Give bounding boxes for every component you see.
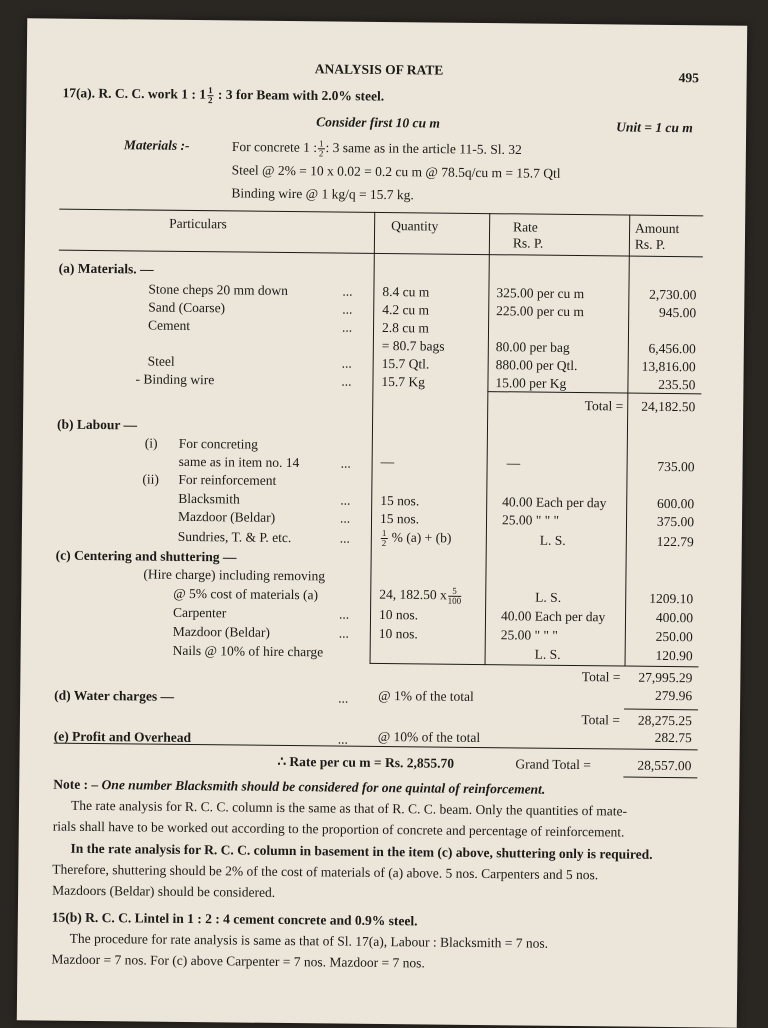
labour-i-label: (i) <box>144 435 158 451</box>
materials-heading: (a) Materials. — <box>58 260 154 277</box>
table-row: Blacksmith ... 15 nos. 40.00 Each per day 600.00 <box>178 490 695 512</box>
labour-i-text-2: same as in item no. 14 <box>178 453 300 471</box>
item-17a-heading: 17(a). R. C. C. work 1 : 1 $\frac{1}{2}$ : 3 for Beam with 2.0% steel. <box>62 85 385 106</box>
water-total: 28,275.25 <box>637 712 693 729</box>
labour-i-rate: — <box>506 455 521 471</box>
table-row: Cement ... 2.8 cu m <box>147 317 429 336</box>
rate-per-cum: ∴ Rate per cu m = Rs. 2,855.70 <box>277 753 455 771</box>
page-number: 495 <box>678 70 700 86</box>
materials-label: Materials :- <box>123 137 190 153</box>
column-divider-rate <box>485 213 491 665</box>
note-line-4: In the rate analysis for R. C. C. column in basement in the item (c) above, shuttering only is required. <box>70 840 653 862</box>
labour-i-text: For concreting <box>178 435 259 452</box>
header-quantity: Quantity <box>391 218 439 234</box>
table-row: Mazdoor (Beldar) ... 15 nos. 25.00 " " " 375.00 <box>177 508 695 530</box>
materials-total: 24,182.50 <box>641 398 696 415</box>
hire-charge-line-2: @ 5% cost of materials (a) <box>173 585 319 603</box>
item-15b-line-2: Mazdoor = 7 nos. For (c) above Carpenter = 7 nos. Mazdoor = 7 nos. <box>51 951 425 971</box>
materials-total-label: Total = <box>584 398 624 414</box>
book-page: ANALYSIS OF RATE 495 17(a). R. C. C. work 1 : 1 $\frac{1}{2}$ : 3 for Beam with 2.0% steel. Consider first 10 cu m Unit = 1 cu m Materials :- For concrete 1 : $\frac{1}{2}$ : 3 same as in the article 11-5. Sl. 32 Steel @ 2% = 10 x 0.02 = 0.2 cu m @ 78.5q/cu m = 15.7 Qtl Binding wire @ 1 kg/q = 15.7 kg. Particulars Quantity Rate Rs. P. Amount Rs. P. (a) Materials. — Stone cheps 20 mm down ... 8.4 cu m 325.00 per cu m 2,730.00 Sand (Coarse) ... 4.2 cu m 225.00 per cu m 945.00 Cement ... 2.8 cu m = 80.7 bags 80.00 per bag 6,456.00 Steel ... 15.7 Qtl. 880.00 per Qtl. 13,816.00 - Binding wire ... 15.7 Kg 15.00 per Kg 235.50 Total = 24,182.50 (b) Labour — (i) For concreting same as in item no. 14 ... — — 735.00 (ii) For reinforcement Blacksmith ... 15 nos. 40.00 Each per day 600.00 Mazdoor (Beldar) ... 15 nos. 25.00 " " " 375.00 Sundries, T. & P. etc. ... $\frac{1}{2}$ % (a) + (b) L. S. 122.79 (c) Centering and shuttering — (Hire charge) including removing @ 5% cost of materials (a) 24, 182.50 x $\frac{5}{100}$ L. S. 1209.10 Carpenter ... 10 nos. 40.00 Each per day 400.00 Mazdoor (Beldar) ... 10 nos. 25.00 " " " 250.00 Nails @ 10% of hire charge L. S. 120.90 Total = 27,995.29 (d) Water charges — ... @ 1% of the total 279.96 Total = 28,275.25 (e) Profit and Overhead ... @ 10% of the total 282.75 ∴ Rate per cu m = Rs. 2,855.70 Grand Total = 28,557.00 Note : – One number Blacksmith should be considered for one quintal of reinforcement. The rate analysis for R. C. C. column is the same as that of R. C. C. beam. Only the quantities of mate- rials shall have to be worked out according to the proportion of concrete and percentage of reinforcement. In the rate analysis for R. C. C. column in basement in the item (c) above, shuttering only is required. Therefore, shuttering should be 2% of the cost of materials of (a) above. 5 nos. Carpenters and 5 nos. Mazdoors (Beldar) should be considered. 15(b) R. C. C. Lintel in 1 : 2 : 4 cement concrete and 0.9% steel. The procedure for rate analysis is same as that of Sl. 17(a), Labour : Blacksmith = 7 nos. Mazdoor = 7 nos. For (c) above Carpenter = 7 nos. Mazdoor = 7 nos. <box>17 18 747 1027</box>
labour-ii-label: (ii) <box>142 471 160 487</box>
table-row: Stone cheps 20 mm down ... 8.4 cu m 325.00 per cu m 2,730.00 <box>148 281 697 303</box>
note-line-3: rials shall have to be worked out according to the proportion of concrete and percentage of reinforcement. <box>52 818 625 840</box>
table-row: Sand (Coarse) ... 4.2 cu m 225.00 per cu m 945.00 <box>148 299 697 321</box>
header-rate-unit: Rs. P. <box>512 235 544 251</box>
header-rate: Rate <box>513 219 538 235</box>
item-15b-line-1: The procedure for rate analysis is same as that of Sl. 17(a), Labour : Blacksmith = 7 nos. <box>69 930 549 951</box>
grand-total: 28,557.00 <box>637 757 692 774</box>
column-divider-quantity <box>370 212 376 664</box>
header-amount-unit: Rs. P. <box>634 236 666 252</box>
labour-heading: (b) Labour — <box>56 416 138 433</box>
profit-amount: 282.75 <box>654 729 692 746</box>
table-row: Nails @ 10% of hire charge L. S. 120.90 <box>172 642 693 664</box>
table-row: Steel ... 15.7 Qtl. 880.00 per Qtl. 13,816.00 <box>147 353 696 375</box>
steel-line: Steel @ 2% = 10 x 0.02 = 0.2 cu m @ 78.5q/cu m = 15.7 Qtl <box>231 162 561 181</box>
concrete-line: For concrete 1 : $\frac{1}{2}$ : 3 same as in the article 11-5. Sl. 32 <box>231 138 522 159</box>
water-amount: 279.96 <box>655 687 693 704</box>
note-line-6: Mazdoors (Beldar) should be considered. <box>52 882 276 900</box>
grand-total-underline <box>623 777 697 779</box>
labour-i-qty: — <box>380 453 395 470</box>
labour-ii-text: For reinforcement <box>178 471 277 488</box>
labour-i-amount: 735.00 <box>657 458 695 475</box>
header-particulars: Particulars <box>169 215 227 232</box>
page-title: ANALYSIS OF RATE <box>314 61 444 78</box>
binding-line: Binding wire @ 1 kg/q = 15.7 kg. <box>231 185 414 203</box>
table-row: Mazdoor (Beldar) ... 10 nos. 25.00 " " " 250.00 <box>172 623 693 645</box>
water-amount-rule <box>624 709 698 711</box>
note-line-5: Therefore, shuttering should be 2% of the cost of materials of (a) above. 5 nos. Carpenters and 5 nos. <box>52 861 599 883</box>
note-line-1: Note : – One number Blacksmith should be considered for one quintal of reinforcement. <box>53 776 546 797</box>
water-total-label: Total = <box>581 712 621 728</box>
table-row: Carpenter ... 10 nos. 40.00 Each per day 400.00 <box>172 604 694 626</box>
table-top-rule <box>59 209 703 217</box>
table-header-rule <box>59 250 703 258</box>
table-row: Sundries, T. & P. etc. ... $\frac{1}{2}$ % (a) + (b) L. S. 122.79 <box>177 527 694 550</box>
consider-note: Consider first 10 cu m <box>316 114 441 131</box>
centering-total: 27,995.29 <box>638 669 693 686</box>
item-15b-heading: 15(b) R. C. C. Lintel in 1 : 2 : 4 cement concrete and 0.9% steel. <box>51 909 418 929</box>
grand-total-label: Grand Total = <box>515 756 591 773</box>
table-row: = 80.7 bags 80.00 per bag 6,456.00 <box>381 337 696 357</box>
centering-heading: (c) Centering and shuttering — <box>55 547 237 565</box>
table-row: - Binding wire ... 15.7 Kg 15.00 per Kg 235.50 <box>135 371 696 393</box>
hire-qty: 24, 182.50 x $\frac{5}{100}$ <box>379 585 462 606</box>
hire-charge-line: (Hire charge) including removing <box>143 566 326 584</box>
water-charges-label: (d) Water charges — <box>54 687 175 704</box>
header-amount: Amount <box>635 220 680 237</box>
profit-qty: @ 10% of the total <box>377 728 481 746</box>
water-qty: @ 1% of the total <box>378 687 474 704</box>
unit-note: Unit = 1 cu m <box>616 119 693 136</box>
centering-total-label: Total = <box>581 669 621 685</box>
note-line-2: The rate analysis for R. C. C. column is the same as that of R. C. C. beam. Only the quantities of mate- <box>70 797 628 819</box>
profit-overhead-label: (e) Profit and Overhead <box>53 728 192 746</box>
